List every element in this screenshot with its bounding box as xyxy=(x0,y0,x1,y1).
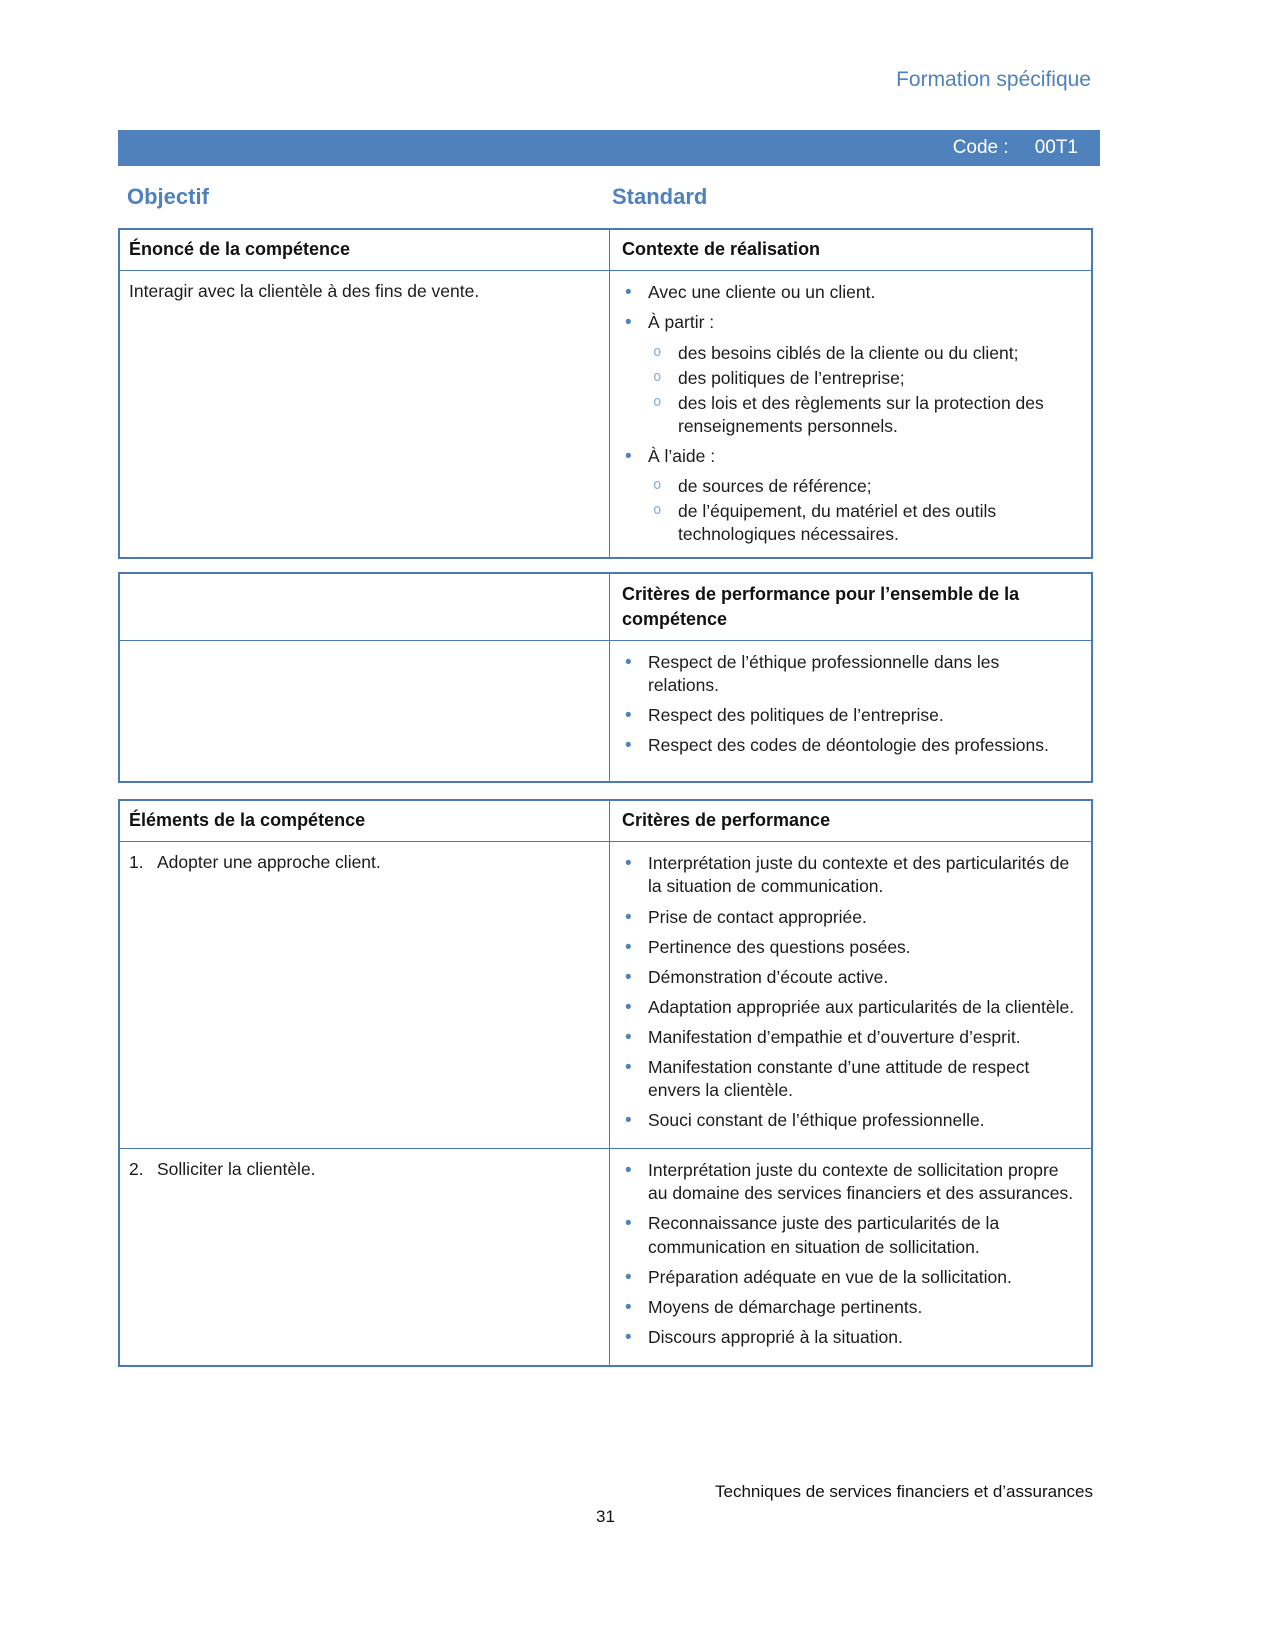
sub-bullet-item: o des politiques de l’entreprise; xyxy=(622,367,1075,390)
enonce-table-header xyxy=(120,230,1091,271)
code-label: Code : xyxy=(952,137,1009,158)
element-1-number: 1. xyxy=(129,852,144,873)
criteres-ensemble-table xyxy=(118,572,1093,783)
page-content xyxy=(118,228,1093,1367)
footer-program-title: Techniques de services financiers et d’assurances xyxy=(715,1482,1093,1501)
element-row-2 xyxy=(120,1149,1091,1365)
contexte-cell xyxy=(610,271,1091,557)
criteres-ensemble-header-cell: Critères de performance pour l’ensemble de la compétence xyxy=(622,584,1020,629)
element-1-label xyxy=(129,851,597,874)
bullet-item: • Pertinence des questions posées. xyxy=(622,936,1075,959)
bullet-item: • Reconnaissance juste des particularités de la communication en situation de sollicitation. xyxy=(622,1212,1075,1258)
element-1-cell xyxy=(120,842,610,1148)
contexte-header-cell: Contexte de réalisation xyxy=(622,239,821,259)
bullet-item: • Démonstration d’écoute active. xyxy=(622,966,1075,989)
criteria-2-list xyxy=(622,1158,1075,1349)
criteres-ensemble-list xyxy=(622,650,1075,757)
enonce-table-body xyxy=(120,271,1091,557)
element-1-text: Adopter une approche client. xyxy=(157,852,381,873)
bullet-item: • Préparation adéquate en vue de la sollicitation. xyxy=(622,1266,1075,1289)
code-value: 00T1 xyxy=(1034,137,1078,158)
element-2-cell xyxy=(120,1149,610,1365)
contexte-list xyxy=(622,280,1075,546)
criteria-1-list xyxy=(622,851,1075,1132)
bullet-item: • Manifestation constante d’une attitude de respect envers la clientèle. xyxy=(622,1056,1075,1102)
criteres-ensemble-header xyxy=(120,574,1091,641)
criteria-1-cell xyxy=(610,842,1091,1148)
sub-bullet-item: o des besoins ciblés de la cliente ou du client; xyxy=(622,342,1075,365)
bullet-item: • Moyens de démarchage pertinents. xyxy=(622,1296,1075,1319)
code-bar xyxy=(118,130,1100,166)
bullet-item: • Prise de contact appropriée. xyxy=(622,906,1075,929)
section-label: Formation spécifique xyxy=(896,68,1091,91)
enonce-table xyxy=(118,228,1093,559)
page-number: 31 xyxy=(596,1507,615,1526)
element-2-text: Solliciter la clientèle. xyxy=(157,1159,316,1180)
criteres-ensemble-cell xyxy=(610,641,1091,781)
element-row-1 xyxy=(120,842,1091,1149)
statement-cell: Interagir avec la clientèle à des fins de vente. xyxy=(120,271,610,557)
bullet-item: • Respect des politiques de l’entreprise. xyxy=(622,704,1075,727)
element-2-number: 2. xyxy=(129,1159,144,1180)
criteria-2-cell xyxy=(610,1149,1091,1365)
bullet-item: • Discours approprié à la situation. xyxy=(622,1326,1075,1349)
sub-bullet-item: o de l’équipement, du matériel et des outils technologiques nécessaires. xyxy=(622,500,1075,546)
sub-bullet-item: o des lois et des règlements sur la protection des renseignements personnels. xyxy=(622,392,1075,438)
element-2-label xyxy=(129,1158,597,1181)
elements-table-header xyxy=(120,801,1091,842)
bullet-item: • Respect de l’éthique professionnelle dans les relations. xyxy=(622,651,1075,697)
bullet-item: • À l’aide : xyxy=(622,445,1075,468)
bullet-item: • Manifestation d’empathie et d’ouverture d’esprit. xyxy=(622,1026,1075,1049)
sub-bullet-item: o de sources de référence; xyxy=(622,475,1075,498)
bullet-item: • À partir : xyxy=(622,311,1075,334)
bullet-item: • Avec une cliente ou un client. xyxy=(622,281,1075,304)
elements-table xyxy=(118,799,1093,1367)
empty-header-cell xyxy=(120,574,610,640)
criteres-header-cell: Critères de performance xyxy=(622,809,831,830)
standard-title: Standard xyxy=(612,184,708,209)
criteres-ensemble-body xyxy=(120,641,1091,781)
empty-body-cell xyxy=(120,641,610,781)
bullet-item: • Souci constant de l’éthique professionnelle. xyxy=(622,1109,1075,1132)
bullet-item: • Interprétation juste du contexte de sollicitation propre au domaine des services financiers et des assurances. xyxy=(622,1159,1075,1205)
objectif-title: Objectif xyxy=(127,184,209,209)
bullet-item: • Adaptation appropriée aux particularités de la clientèle. xyxy=(622,996,1075,1019)
elements-header-cell: Éléments de la compétence xyxy=(120,801,610,841)
enonce-header-cell: Énoncé de la compétence xyxy=(120,230,610,270)
bullet-item: • Interprétation juste du contexte et des particularités de la situation de communication. xyxy=(622,852,1075,898)
bullet-item: • Respect des codes de déontologie des professions. xyxy=(622,734,1075,757)
